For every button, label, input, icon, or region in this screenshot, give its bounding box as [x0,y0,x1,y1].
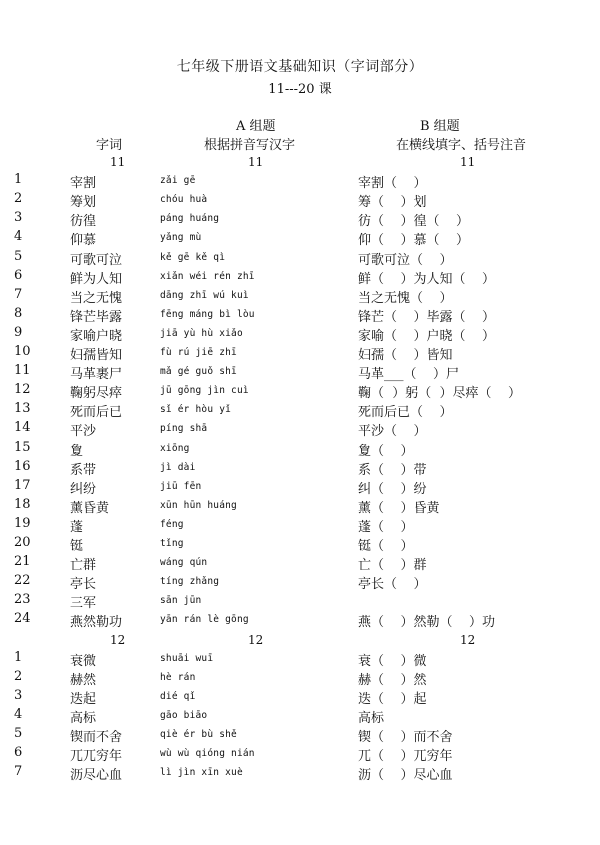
vocab-word: 筹划 [70,195,97,211]
fill-in-blank: 鲜（ ）为人知（ ） [358,271,496,287]
pinyin-prompt: dāng zhī wú kuì [160,289,249,301]
vocab-word: 鞠躬尽瘁 [70,386,123,402]
vocab-word: 死而后已 [70,405,123,421]
fill-in-blank: 可歌可泣（ ） [358,252,453,268]
fill-in-blank: 亡（ ）群 [358,558,427,574]
row-number: 24 [14,611,31,627]
section-label: 12 [248,632,264,647]
vocab-word: 三军 [70,596,97,612]
pinyin-prompt: yān rán lè gōng [160,614,249,626]
section-label: 12 [460,632,476,647]
vocab-word: 纠纷 [70,481,97,497]
table-row [0,497,600,516]
section-label: 12 [110,632,126,647]
table-row [0,650,600,669]
row-number: 12 [14,382,31,398]
table-row [0,440,600,459]
table-row [0,669,600,688]
row-number: 21 [14,554,31,570]
table-row [0,344,600,363]
table-row [0,287,600,306]
table-row [0,516,600,535]
table-row [0,573,600,592]
vocab-word: 迭起 [70,691,97,707]
pinyin-prompt: jū gōng jìn cuì [160,385,249,397]
vocab-word: 仰慕 [70,233,97,249]
table-row [0,554,600,573]
fill-in-blank: 高标 [358,710,385,726]
table-row [0,325,600,344]
vocab-word: 兀兀穷年 [70,749,123,765]
pinyin-prompt: sǐ ér hòu yǐ [160,404,232,416]
vocab-word: 沥尽心血 [70,768,123,784]
fill-in-blank: 死而后已（ ） [358,405,453,421]
table-row [0,249,600,268]
vocab-word: 衰微 [70,653,97,669]
row-number: 23 [14,592,31,608]
pinyin-prompt: fēng máng bì lòu [160,308,255,320]
row-number: 4 [14,706,23,722]
table-row [0,688,600,707]
section-label: 11 [110,155,126,169]
fill-in-blank: 筹（ ）划 [358,195,427,211]
vocab-word: 锋芒毕露 [70,309,123,325]
pinyin-prompt: jì dài [160,461,196,473]
row-number: 3 [14,687,23,703]
fill-in-blank: 锲（ ）而不舍 [358,730,453,745]
table-row [0,592,600,611]
table-row [0,363,600,382]
row-number: 18 [14,496,31,512]
table-row [0,401,600,420]
row-number: 2 [14,668,23,684]
fill-in-blank: 系（ ）带 [358,462,427,478]
vocab-word: 夐 [70,443,84,459]
page-title: 七年级下册语文基础知识（字词部分） [176,59,424,75]
row-number: 14 [14,420,31,436]
row-number: 5 [14,726,23,741]
vocab-word: 当之无愧 [70,290,123,306]
vocab-word: 彷徨 [70,214,97,230]
table-row [0,382,600,401]
row-number: 17 [14,477,31,493]
pinyin-prompt: chóu huà [160,194,208,206]
vocab-word: 蓬 [70,519,84,535]
fill-in-blank: 鞠（ ）躬（ ）尽瘁（ ） [358,386,522,402]
row-number: 6 [14,267,23,283]
pinyin-prompt: dié qǐ [160,690,196,702]
fill-in-blank: 夐（ ） [358,443,414,459]
row-number: 19 [14,515,31,531]
vocab-word: 亡群 [70,558,97,574]
pinyin-prompt: qiè ér bù shě [160,729,237,740]
table-row [0,210,600,229]
vocab-word: 高标 [70,710,97,726]
pinyin-prompt: kě gē kě qì [160,251,226,263]
table-row [0,420,600,439]
fill-in-blank: 宰割（ ） [358,176,427,192]
pinyin-prompt: wáng qún [160,557,208,569]
fill-in-blank: 家喻（ ）户晓（ ） [358,328,496,344]
table-row [0,478,600,497]
page-subtitle: 11---20 课 [268,82,332,97]
pinyin-prompt: xūn hūn huáng [160,499,237,511]
vocab-word: 锲而不舍 [70,730,123,745]
fill-in-blank: 沥（ ）尽心血 [358,768,453,784]
vocab-word: 鲜为人知 [70,271,123,287]
vocab-word: 家喻户晓 [70,328,123,344]
row-number: 9 [14,324,23,340]
table-row [0,745,600,764]
row-number: 1 [14,172,23,188]
vocab-word: 马革裹尸 [70,367,123,383]
table-row [0,191,600,210]
row-number: 20 [14,535,31,550]
row-number: 10 [14,344,31,359]
table-row [0,268,600,287]
pinyin-prompt: hè rán [160,671,196,683]
fill-in-blank: 彷（ ）徨（ ） [358,214,470,230]
row-number: 22 [14,573,31,589]
vocab-word: 亭长 [70,577,97,593]
pinyin-prompt: mǎ gé guǒ shī [160,366,237,378]
section-label: 11 [460,155,476,169]
pinyin-prompt: féng [160,518,184,530]
fill-in-blank: 锋芒（ ）毕露（ ） [358,309,496,325]
fill-in-blank: 亭长（ ） [358,577,427,593]
table-row [0,306,600,325]
pinyin-prompt: píng shā [160,423,208,435]
pinyin-prompt: tíng zhǎng [160,576,220,588]
pinyin-prompt: tǐng [160,538,184,549]
fill-in-blank: 马革___（ ）尸 [358,367,460,383]
row-number: 8 [14,305,23,321]
vocab-word: 妇孺皆知 [70,348,123,363]
pinyin-prompt: xiōng [160,442,190,454]
vocab-word: 宰割 [70,176,97,192]
vocab-word: 铤 [70,539,84,554]
table-row [0,611,600,630]
row-number: 11 [14,363,31,379]
section-label: 11 [248,155,264,169]
column-word-header: 字词 [96,138,123,153]
vocab-word: 赫然 [70,672,97,688]
table-row [0,229,600,248]
fill-in-blank: 平沙（ ） [358,424,427,440]
pinyin-prompt: xiǎn wéi rén zhī [160,270,255,282]
fill-in-blank: 纠（ ）纷 [358,481,427,497]
row-number: 13 [14,401,31,417]
fill-in-blank: 薰（ ）昏黄 [358,500,440,516]
fill-in-blank: 迭（ ）起 [358,691,427,707]
table-row [0,726,600,745]
row-number: 5 [14,248,23,264]
row-number: 4 [14,229,23,245]
vocab-word: 平沙 [70,424,97,440]
vocab-word: 可歌可泣 [70,252,123,268]
column-a-header: 根据拼音写汉字 [204,138,296,153]
row-number: 7 [14,286,23,302]
pinyin-prompt: zǎi gē [160,175,196,187]
row-number: 16 [14,458,31,474]
row-number: 6 [14,745,23,761]
vocab-word: 燕然勒功 [70,615,123,631]
pinyin-prompt: sān jūn [160,595,202,607]
group-b-heading: B 组题 [420,119,460,134]
fill-in-blank: 燕（ ）然勒（ ）功 [358,615,496,631]
table-row [0,459,600,478]
table-row [0,707,600,726]
fill-in-blank: 妇孺（ ）皆知 [358,348,453,363]
fill-in-blank: 当之无愧（ ） [358,290,453,306]
row-number: 3 [14,210,23,226]
table-row [0,535,600,554]
row-number: 7 [14,764,23,780]
fill-in-blank: 仰（ ）慕（ ） [358,233,470,249]
row-number: 2 [14,191,23,207]
pinyin-prompt: jiā yù hù xiǎo [160,327,243,339]
fill-in-blank: 铤（ ） [358,539,414,554]
column-b-header: 在横线填字、括号注音 [396,138,527,153]
pinyin-prompt: gāo biāo [160,709,208,721]
vocab-word: 系带 [70,462,97,478]
pinyin-prompt: shuāi wuī [160,652,214,664]
vocab-word: 薰昏黄 [70,500,110,516]
pinyin-prompt: fù rú jiē zhī [160,347,237,358]
row-number: 1 [14,649,23,665]
fill-in-blank: 赫（ ）然 [358,672,427,688]
pinyin-prompt: lì jìn xīn xuè [160,767,243,779]
group-a-heading: A 组题 [236,119,276,134]
pinyin-prompt: páng huáng [160,213,220,225]
row-number: 15 [14,439,31,455]
table-row [0,172,600,191]
fill-in-blank: 兀（ ）兀穷年 [358,749,453,765]
pinyin-prompt: wù wù qióng nián [160,748,255,760]
fill-in-blank: 衰（ ）微 [358,653,427,669]
pinyin-prompt: jiū fēn [160,480,202,492]
fill-in-blank: 蓬（ ） [358,519,414,535]
pinyin-prompt: yǎng mù [160,232,202,244]
table-row [0,764,600,783]
